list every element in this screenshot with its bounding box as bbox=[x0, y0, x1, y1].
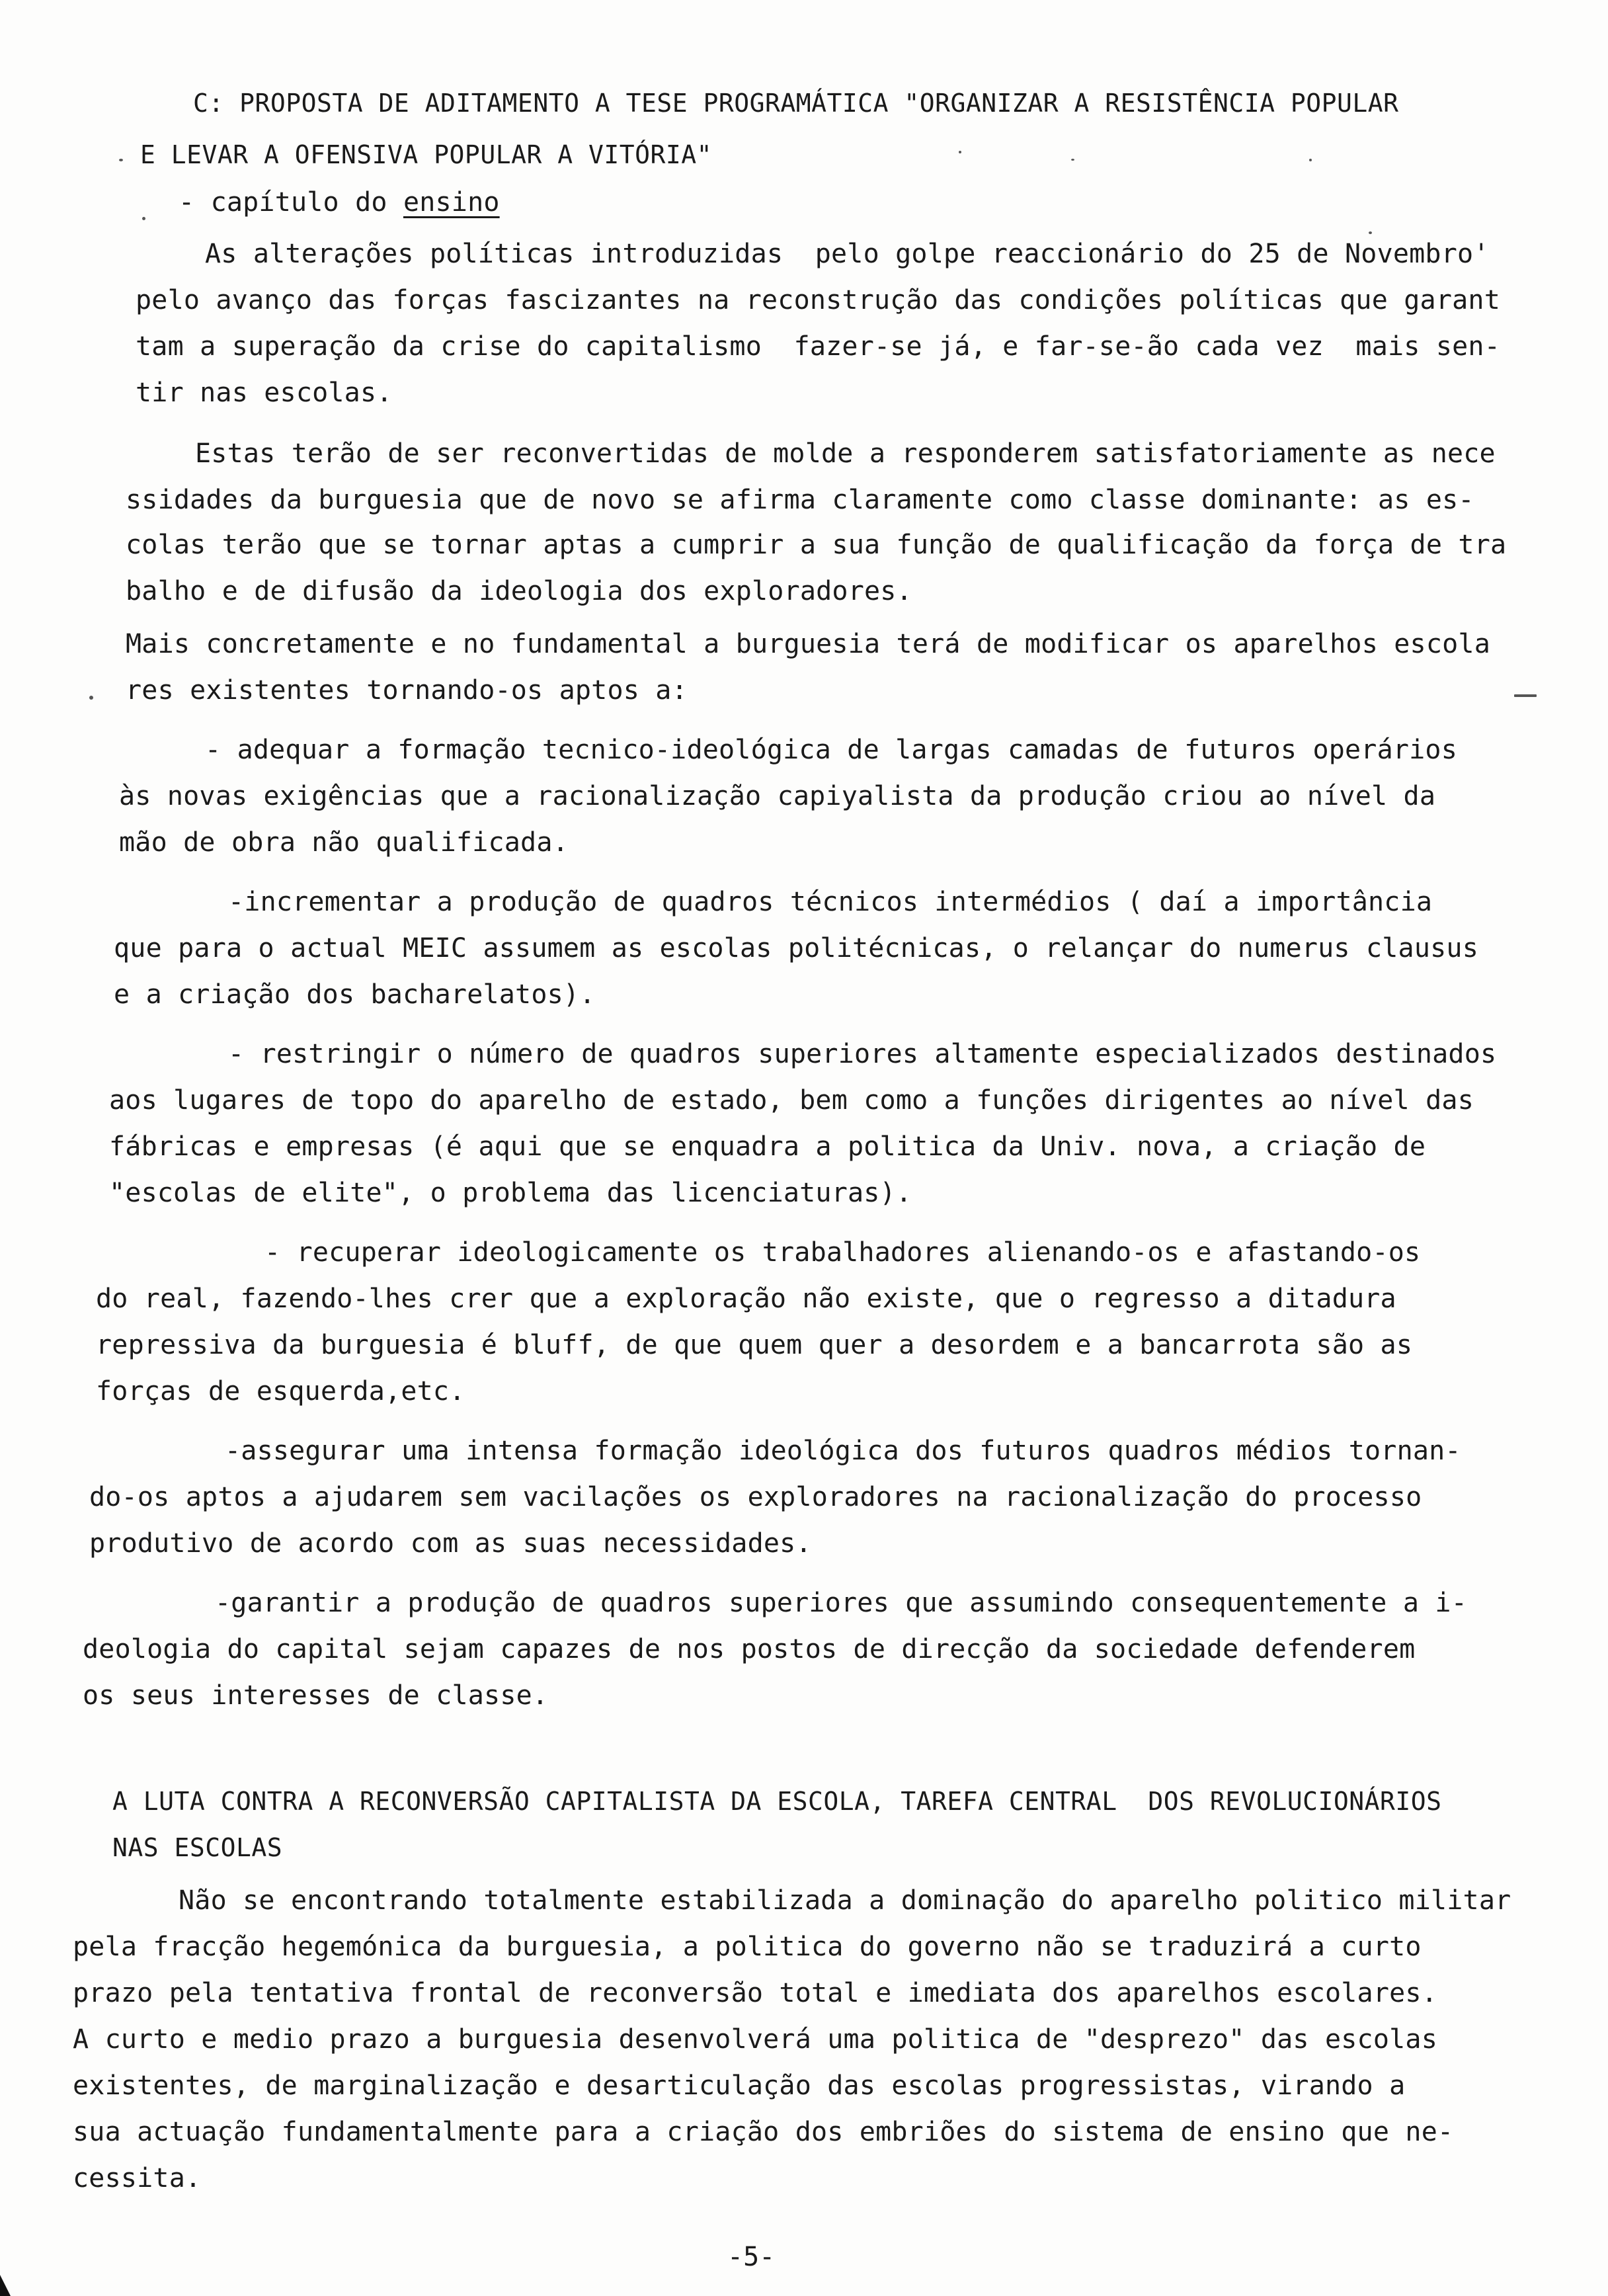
section2-title-line-2: NAS ESCOLAS bbox=[112, 1833, 283, 1862]
s2-line-6: sua actuação fundamentalmente para a criação dos embriões do sistema de ensino que ne- bbox=[73, 2117, 1454, 2147]
scan-speck bbox=[1514, 694, 1537, 697]
p1-line-2: pelo avanço das forças fascizantes na reconstrução das condições políticas que garant bbox=[136, 285, 1500, 315]
chapter-word: ensino bbox=[403, 187, 500, 218]
header-line-2: E LEVAR A OFENSIVA POPULAR A VITÓRIA" bbox=[140, 140, 712, 169]
b1-line-1: - adequar a formação tecnico-ideológica de largas camadas de futuros operários bbox=[205, 735, 1457, 765]
scan-speck bbox=[1071, 159, 1074, 161]
chapter-prefix: - capítulo do bbox=[179, 187, 403, 218]
p1-line-3: tam a superação da crise do capitalismo fazer-se já, e far-se-ão cada vez mais sen- bbox=[136, 331, 1500, 362]
b3-line-1: - restringir o número de quadros superiores altamente especializados destinados bbox=[228, 1039, 1497, 1069]
b1-line-3: mão de obra não qualificada. bbox=[119, 827, 569, 858]
b4-line-1: - recuperar ideologicamente os trabalhadores alienando-os e afastando-os bbox=[264, 1237, 1421, 1268]
s2-line-2: pela fracção hegemónica da burguesia, a politica do governo não se traduzirá a curto bbox=[73, 1932, 1422, 1962]
b5-line-2: do-os aptos a ajudarem sem vacilações os exploradores na racionalização do processo bbox=[89, 1482, 1422, 1512]
scan-speck bbox=[1309, 159, 1312, 161]
b6-line-2: deologia do capital sejam capazes de nos postos de direcção da sociedade defenderem bbox=[83, 1634, 1416, 1664]
b2-line-2: que para o actual MEIC assumem as escolas politécnicas, o relançar do numerus clausus bbox=[114, 933, 1478, 964]
scan-speck bbox=[959, 151, 961, 153]
b4-line-2: do real, fazendo-lhes crer que a exploração não existe, que o regresso a ditadura bbox=[96, 1284, 1396, 1314]
b1-line-2: às novas exigências que a racionalização capiyalista da produção criou ao nível da bbox=[119, 781, 1436, 811]
s2-line-5: existentes, de marginalização e desarticulação das escolas progressistas, virando a bbox=[73, 2070, 1406, 2101]
b4-line-4: forças de esquerda,etc. bbox=[96, 1376, 465, 1407]
b6-line-1: -garantir a produção de quadros superiores que assumindo consequentemente a i- bbox=[215, 1588, 1467, 1618]
p1-line-1: As alterações políticas introduzidas pelo golpe reaccionário do 25 de Novembro' bbox=[205, 239, 1490, 269]
p3-line-1: Mais concretamente e no fundamental a burguesia terá de modificar os aparelhos escola bbox=[126, 629, 1490, 659]
b4-line-3: repressiva da burguesia é bluff, de que quem quer a desordem e a bancarrota são as bbox=[96, 1330, 1413, 1360]
p2-line-3: colas terão que se tornar aptas a cumprir a sua função de qualificação da força de tra bbox=[126, 530, 1507, 560]
s2-line-4: A curto e medio prazo a burguesia desenvolverá uma politica de "desprezo" das escolas bbox=[73, 2024, 1437, 2055]
b3-line-2: aos lugares de topo do aparelho de estado, bem como a funções dirigentes ao nível das bbox=[109, 1085, 1474, 1116]
b6-line-3: os seus interesses de classe. bbox=[83, 1680, 549, 1711]
s2-line-7: cessita. bbox=[73, 2163, 202, 2194]
header-line-1: C: PROPOSTA DE ADITAMENTO A TESE PROGRAMÁTICA "ORGANIZAR A RESISTÊNCIA POPULAR bbox=[193, 89, 1399, 118]
section2-title-line-1: A LUTA CONTRA A RECONVERSÃO CAPITALISTA DA ESCOLA, TAREFA CENTRAL DOS REVOLUCIONÁRIOS bbox=[112, 1787, 1442, 1816]
b3-line-3: fábricas e empresas (é aqui que se enquadra a politica da Univ. nova, a criação de bbox=[109, 1131, 1426, 1162]
s2-line-3: prazo pela tentativa frontal de reconversão total e imediata dos aparelhos escolares. bbox=[73, 1978, 1437, 2008]
b2-line-3: e a criação dos bacharelatos). bbox=[114, 979, 596, 1010]
p1-line-4: tir nas escolas. bbox=[136, 378, 393, 408]
scan-speck bbox=[142, 217, 145, 220]
scan-speck bbox=[119, 159, 123, 161]
scan-corner-mark bbox=[0, 2275, 11, 2296]
chapter-heading bbox=[179, 186, 500, 218]
b5-line-3: produtivo de acordo com as suas necessidades. bbox=[89, 1528, 812, 1559]
s2-line-1: Não se encontrando totalmente estabilizada a dominação do aparelho politico militar bbox=[179, 1885, 1511, 1916]
scan-speck bbox=[1369, 231, 1372, 234]
scan-speck bbox=[89, 696, 93, 700]
b5-line-1: -assegurar uma intensa formação ideológica dos futuros quadros médios tornan- bbox=[225, 1436, 1461, 1466]
b3-line-4: "escolas de elite", o problema das licenciaturas). bbox=[109, 1178, 912, 1208]
p3-line-2: res existentes tornando-os aptos a: bbox=[126, 675, 688, 706]
p2-line-1: Estas terão de ser reconvertidas de molde a responderem satisfatoriamente as nece bbox=[195, 438, 1496, 469]
b2-line-1: -incrementar a produção de quadros técnicos intermédios ( daí a importância bbox=[228, 887, 1433, 917]
p2-line-4: balho e de difusão da ideologia dos exploradores. bbox=[126, 576, 912, 606]
p2-line-2: ssidades da burguesia que de novo se afirma claramente como classe dominante: as es- bbox=[126, 485, 1474, 515]
page-number: -5- bbox=[727, 2242, 776, 2272]
